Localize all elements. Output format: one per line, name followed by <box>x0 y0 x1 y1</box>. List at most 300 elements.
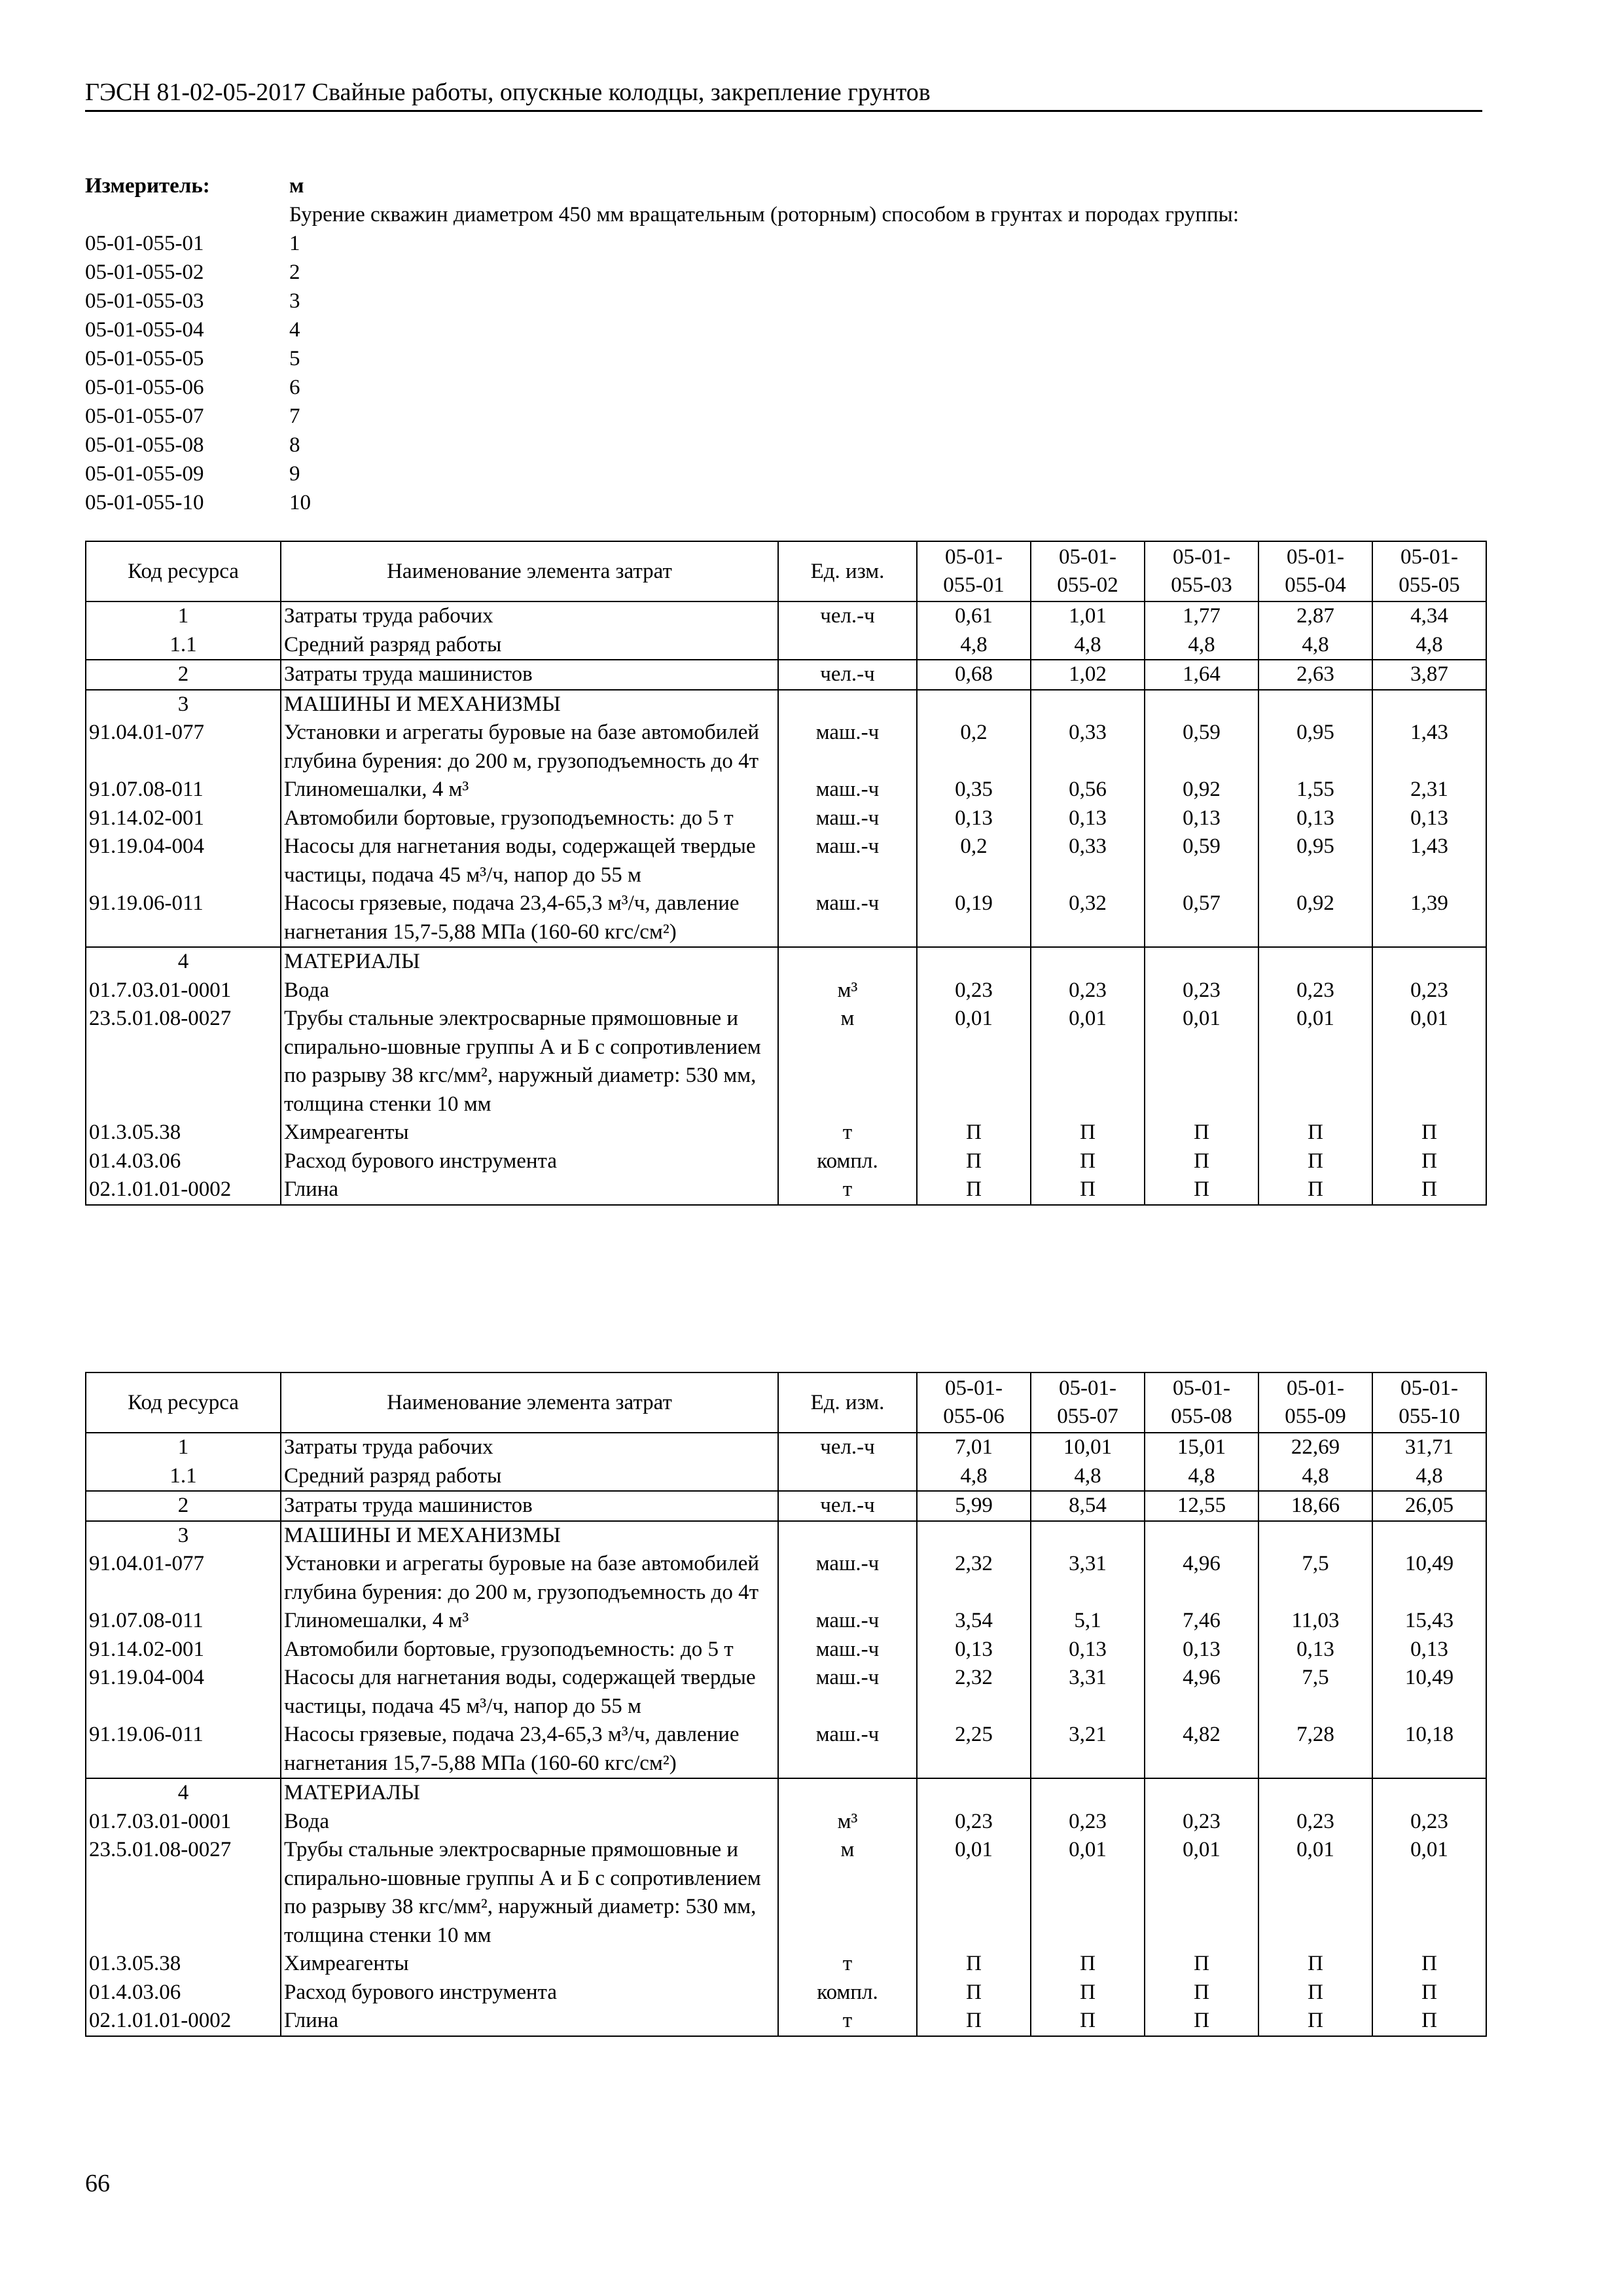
cell-unit: чел.-ч <box>778 1433 917 1462</box>
table-row <box>86 1005 1486 1119</box>
cell-value: П <box>917 1950 1031 1979</box>
cell-value: 0,35 <box>917 776 1031 804</box>
cell-value <box>1372 1778 1486 1808</box>
table-row <box>86 833 1486 889</box>
cell-value: 8,54 <box>1031 1491 1145 1521</box>
cell-value: 0,23 <box>1031 1808 1145 1837</box>
header-name: Наименование элемента затрат <box>281 1372 778 1433</box>
cell-value: 0,13 <box>1372 1636 1486 1664</box>
cell-name: Затраты труда машинистов <box>281 1491 778 1521</box>
cell-code: 01.4.03.06 <box>86 1147 281 1176</box>
cell-value <box>917 690 1031 719</box>
meter-item-group: 7 <box>289 404 300 428</box>
table-row <box>86 660 1486 690</box>
cell-value: 4,8 <box>1031 1462 1145 1492</box>
table-row <box>86 977 1486 1005</box>
meter-description: Бурение скважин диаметром 450 мм вращательным (роторным) способом в грунтах и породах группы: <box>289 203 1239 226</box>
meter-item-code: 05-01-055-03 <box>85 289 204 313</box>
header-name: Наименование элемента затрат <box>281 541 778 601</box>
cell-code: 1 <box>86 1433 281 1462</box>
cell-value: 0,13 <box>1031 804 1145 833</box>
cell-unit: чел.-ч <box>778 601 917 631</box>
cell-name: Насосы для нагнетания воды, содержащей твердые частицы, подача 45 м³/ч, напор до 55 м <box>281 833 778 889</box>
meter-item-group: 8 <box>289 433 300 457</box>
cell-value: П <box>1372 1950 1486 1979</box>
cell-value: П <box>1145 1119 1258 1147</box>
cell-value: 4,8 <box>1145 631 1258 660</box>
table-row <box>86 1721 1486 1778</box>
cell-value: 3,54 <box>917 1607 1031 1636</box>
cell-value: П <box>1145 1950 1258 1979</box>
cell-value: П <box>1031 1175 1145 1205</box>
cell-unit: чел.-ч <box>778 1491 917 1521</box>
table-row <box>86 1664 1486 1721</box>
cell-unit: м³ <box>778 1808 917 1837</box>
cell-code: 01.3.05.38 <box>86 1119 281 1147</box>
cell-unit: т <box>778 1119 917 1147</box>
meter-item <box>85 315 347 344</box>
meter-item-code: 05-01-055-04 <box>85 318 204 342</box>
meter-item-code: 05-01-055-01 <box>85 232 204 255</box>
cell-unit: т <box>778 1175 917 1205</box>
meter-item <box>85 431 347 459</box>
cell-value: 5,1 <box>1031 1607 1145 1636</box>
header-norm-code: 05-01- 055-10 <box>1372 1372 1486 1433</box>
table-row <box>86 1491 1486 1521</box>
cell-value: 0,68 <box>917 660 1031 690</box>
cell-name: Установки и агрегаты буровые на базе автомобилей глубина бурения: до 200 м, грузоподъемность до 4т <box>281 1550 778 1607</box>
cell-code: 2 <box>86 1491 281 1521</box>
cell-code: 01.4.03.06 <box>86 1979 281 2007</box>
cell-value: 0,23 <box>1372 1808 1486 1837</box>
header-norm-code: 05-01- 055-02 <box>1031 541 1145 601</box>
cell-value: П <box>1145 2007 1258 2036</box>
cell-unit: м³ <box>778 977 917 1005</box>
cell-unit: м <box>778 1005 917 1119</box>
header-code: Код ресурса <box>86 1372 281 1433</box>
cell-code: 91.07.08-011 <box>86 776 281 804</box>
cell-unit: маш.-ч <box>778 1636 917 1664</box>
cell-name: Глина <box>281 2007 778 2036</box>
cell-name: Вода <box>281 977 778 1005</box>
cell-value: 0,23 <box>917 977 1031 1005</box>
cell-value: П <box>1031 1147 1145 1176</box>
cell-value: 0,23 <box>917 1808 1031 1837</box>
meter-item <box>85 258 347 287</box>
cell-code: 4 <box>86 1778 281 1808</box>
header-norm-code: 05-01- 055-07 <box>1031 1372 1145 1433</box>
table-row <box>86 1147 1486 1176</box>
cell-value: 4,8 <box>917 1462 1031 1492</box>
cell-code: 91.04.01-077 <box>86 1550 281 1607</box>
cell-value: 3,21 <box>1031 1721 1145 1778</box>
meter-item-group: 1 <box>289 232 300 255</box>
cell-code: 01.7.03.01-0001 <box>86 977 281 1005</box>
cell-name: Средний разряд работы <box>281 631 778 660</box>
cell-unit <box>778 631 917 660</box>
cell-code: 1.1 <box>86 631 281 660</box>
cell-value: 4,8 <box>917 631 1031 660</box>
table-header-row <box>86 1372 1486 1433</box>
cell-value: 0,23 <box>1258 977 1372 1005</box>
cell-name: Глина <box>281 1175 778 1205</box>
page-header: ГЭСН 81-02-05-2017 Свайные работы, опускные колодцы, закрепление грунтов <box>85 77 1482 112</box>
cell-value: П <box>1145 1979 1258 2007</box>
cell-value: 0,33 <box>1031 833 1145 889</box>
cell-unit <box>778 1778 917 1808</box>
cell-unit: маш.-ч <box>778 1664 917 1721</box>
cell-value: 4,8 <box>1258 631 1372 660</box>
cell-value: 0,01 <box>1258 1005 1372 1119</box>
cell-value: 3,87 <box>1372 660 1486 690</box>
cell-unit <box>778 947 917 977</box>
cell-value: 22,69 <box>1258 1433 1372 1462</box>
cell-value: 0,13 <box>1145 804 1258 833</box>
cell-value: П <box>917 1175 1031 1205</box>
cell-value: 0,23 <box>1372 977 1486 1005</box>
meter-item-code: 05-01-055-02 <box>85 260 204 284</box>
cell-value: 4,8 <box>1372 631 1486 660</box>
header-norm-code: 05-01- 055-08 <box>1145 1372 1258 1433</box>
cell-name: Трубы стальные электросварные прямошовные и спирально-шовные группы А и Б с сопротивлением по разрыву 38 кгс/мм², наружный диаметр: 530 мм, толщина стенки 10 мм <box>281 1005 778 1119</box>
cell-value <box>917 947 1031 977</box>
cell-value: 0,2 <box>917 719 1031 776</box>
cell-unit: маш.-ч <box>778 833 917 889</box>
cell-value <box>1258 947 1372 977</box>
cell-value <box>1145 690 1258 719</box>
cell-value: П <box>1258 1950 1372 1979</box>
table-row <box>86 1636 1486 1664</box>
table-row <box>86 947 1486 977</box>
cell-value: 0,01 <box>917 1005 1031 1119</box>
meter-item <box>85 344 347 373</box>
cell-value: П <box>1372 2007 1486 2036</box>
table-row <box>86 889 1486 947</box>
cell-unit: компл. <box>778 1147 917 1176</box>
cell-unit: т <box>778 2007 917 2036</box>
cell-value <box>1031 1778 1145 1808</box>
cell-unit: маш.-ч <box>778 1607 917 1636</box>
table-row <box>86 719 1486 776</box>
cell-value: 0,23 <box>1031 977 1145 1005</box>
cell-name: Затраты труда рабочих <box>281 1433 778 1462</box>
header-norm-code: 05-01- 055-04 <box>1258 541 1372 601</box>
cell-value: 0,01 <box>1031 1836 1145 1950</box>
cell-value: 0,32 <box>1031 889 1145 947</box>
meter-item <box>85 402 347 431</box>
cell-value: 5,99 <box>917 1491 1031 1521</box>
cell-name: МАШИНЫ И МЕХАНИЗМЫ <box>281 690 778 719</box>
cell-value <box>1145 947 1258 977</box>
cell-value: 1,55 <box>1258 776 1372 804</box>
meter-item-group: 3 <box>289 289 300 313</box>
cell-value: 0,59 <box>1145 719 1258 776</box>
cell-value: 0,23 <box>1145 1808 1258 1837</box>
cell-value: П <box>1258 2007 1372 2036</box>
cell-name: Насосы для нагнетания воды, содержащей твердые частицы, подача 45 м³/ч, напор до 55 м <box>281 1664 778 1721</box>
cell-name: МАШИНЫ И МЕХАНИЗМЫ <box>281 1521 778 1551</box>
header-unit: Ед. изм. <box>778 541 917 601</box>
table-row <box>86 776 1486 804</box>
cell-value: 0,95 <box>1258 833 1372 889</box>
meter-item <box>85 459 347 488</box>
cell-code: 02.1.01.01-0002 <box>86 2007 281 2036</box>
cell-unit: маш.-ч <box>778 804 917 833</box>
cell-name: МАТЕРИАЛЫ <box>281 1778 778 1808</box>
table-row <box>86 1979 1486 2007</box>
cell-code: 02.1.01.01-0002 <box>86 1175 281 1205</box>
cell-value <box>1372 1521 1486 1551</box>
cell-code: 23.5.01.08-0027 <box>86 1836 281 1950</box>
cell-value: 2,63 <box>1258 660 1372 690</box>
cell-code: 4 <box>86 947 281 977</box>
table-row <box>86 601 1486 631</box>
cell-value: П <box>1145 1147 1258 1176</box>
cell-name: Автомобили бортовые, грузоподъемность: до 5 т <box>281 1636 778 1664</box>
table-row <box>86 1836 1486 1950</box>
cell-value: П <box>1372 1979 1486 2007</box>
cell-value: 0,2 <box>917 833 1031 889</box>
cell-name: Установки и агрегаты буровые на базе автомобилей глубина бурения: до 200 м, грузоподъемность до 4т <box>281 719 778 776</box>
cell-value: П <box>1258 1175 1372 1205</box>
cell-value: П <box>1372 1119 1486 1147</box>
cell-value: 0,01 <box>1031 1005 1145 1119</box>
cell-value: 7,28 <box>1258 1721 1372 1778</box>
cell-value: 0,13 <box>1258 1636 1372 1664</box>
cell-value: 2,31 <box>1372 776 1486 804</box>
cell-value: 0,01 <box>1372 1836 1486 1950</box>
cell-value: 7,46 <box>1145 1607 1258 1636</box>
cell-value: 3,31 <box>1031 1550 1145 1607</box>
cell-value: П <box>917 1979 1031 2007</box>
meter-item-code: 05-01-055-09 <box>85 462 204 486</box>
meter-item-code: 05-01-055-07 <box>85 404 204 428</box>
cell-value: 0,92 <box>1258 889 1372 947</box>
table-row <box>86 1950 1486 1979</box>
cell-value: 1,43 <box>1372 833 1486 889</box>
meter-unit: м <box>289 174 304 198</box>
cell-value: 0,56 <box>1031 776 1145 804</box>
cell-value: 12,55 <box>1145 1491 1258 1521</box>
cell-value: 0,61 <box>917 601 1031 631</box>
cell-value: 10,18 <box>1372 1721 1486 1778</box>
cell-value: 4,96 <box>1145 1664 1258 1721</box>
cell-name: Глиномешалки, 4 м³ <box>281 1607 778 1636</box>
table-row <box>86 1521 1486 1551</box>
meter-item-group: 2 <box>289 260 300 284</box>
cell-name: МАТЕРИАЛЫ <box>281 947 778 977</box>
cell-code: 91.19.06-011 <box>86 1721 281 1778</box>
cell-code: 23.5.01.08-0027 <box>86 1005 281 1119</box>
cell-value: 0,13 <box>1258 804 1372 833</box>
cell-code: 01.3.05.38 <box>86 1950 281 1979</box>
header-norm-code: 05-01- 055-06 <box>917 1372 1031 1433</box>
cell-name: Насосы грязевые, подача 23,4-65,3 м³/ч, давление нагнетания 15,7-5,88 МПа (160-60 кгс/см²) <box>281 889 778 947</box>
page-number: 66 <box>85 2170 110 2197</box>
cell-value: 0,19 <box>917 889 1031 947</box>
header-norm-code: 05-01- 055-05 <box>1372 541 1486 601</box>
cell-unit <box>778 1521 917 1551</box>
cell-value: 10,01 <box>1031 1433 1145 1462</box>
cell-value: 4,82 <box>1145 1721 1258 1778</box>
cell-code: 1.1 <box>86 1462 281 1492</box>
cell-name: Вода <box>281 1808 778 1837</box>
meter-item <box>85 488 347 517</box>
cell-value: 0,33 <box>1031 719 1145 776</box>
cell-value: П <box>917 1147 1031 1176</box>
cell-unit <box>778 1462 917 1492</box>
cell-value <box>1258 690 1372 719</box>
meter-item-group: 10 <box>289 491 311 514</box>
cell-value: 11,03 <box>1258 1607 1372 1636</box>
meter-item-group: 4 <box>289 318 300 342</box>
meter-code-list <box>85 229 347 517</box>
cell-value: 3,31 <box>1031 1664 1145 1721</box>
cell-value: 15,01 <box>1145 1433 1258 1462</box>
table-row <box>86 1119 1486 1147</box>
cell-value <box>1145 1521 1258 1551</box>
cell-value: 0,92 <box>1145 776 1258 804</box>
cell-value: 0,01 <box>1145 1005 1258 1119</box>
meter-item-code: 05-01-055-10 <box>85 491 204 514</box>
table-row <box>86 1175 1486 1205</box>
meter-item-code: 05-01-055-08 <box>85 433 204 457</box>
cell-name: Насосы грязевые, подача 23,4-65,3 м³/ч, давление нагнетания 15,7-5,88 МПа (160-60 кгс/см²) <box>281 1721 778 1778</box>
cell-value: 7,5 <box>1258 1664 1372 1721</box>
cell-unit: маш.-ч <box>778 1550 917 1607</box>
resource-table-1 <box>85 541 1487 1206</box>
cell-value: П <box>1145 1175 1258 1205</box>
header-norm-code: 05-01- 055-09 <box>1258 1372 1372 1433</box>
cell-code: 01.7.03.01-0001 <box>86 1808 281 1837</box>
cell-value: 2,25 <box>917 1721 1031 1778</box>
table-row <box>86 1607 1486 1636</box>
table-row <box>86 2007 1486 2036</box>
cell-value: 10,49 <box>1372 1550 1486 1607</box>
header-norm-code: 05-01- 055-01 <box>917 541 1031 601</box>
meter-item-code: 05-01-055-06 <box>85 376 204 399</box>
cell-value: 0,01 <box>1145 1836 1258 1950</box>
cell-name: Расход бурового инструмента <box>281 1147 778 1176</box>
cell-value: 0,01 <box>917 1836 1031 1950</box>
cell-value: 7,5 <box>1258 1550 1372 1607</box>
header-code: Код ресурса <box>86 541 281 601</box>
table-row <box>86 804 1486 833</box>
cell-name: Расход бурового инструмента <box>281 1979 778 2007</box>
cell-value: 4,96 <box>1145 1550 1258 1607</box>
table-row <box>86 631 1486 660</box>
table-row <box>86 1778 1486 1808</box>
cell-code: 2 <box>86 660 281 690</box>
cell-value: П <box>917 1119 1031 1147</box>
cell-value <box>1372 690 1486 719</box>
cell-value: 0,23 <box>1258 1808 1372 1837</box>
cell-value: П <box>1031 1950 1145 1979</box>
cell-value: 0,95 <box>1258 719 1372 776</box>
table-row <box>86 1808 1486 1837</box>
cell-value: 1,02 <box>1031 660 1145 690</box>
cell-unit: м <box>778 1836 917 1950</box>
cell-value: 4,8 <box>1258 1462 1372 1492</box>
cell-value <box>1031 947 1145 977</box>
cell-value: 2,87 <box>1258 601 1372 631</box>
meter-item-group: 5 <box>289 347 300 370</box>
cell-name: Трубы стальные электросварные прямошовные и спирально-шовные группы А и Б с сопротивлением по разрыву 38 кгс/мм², наружный диаметр: 530 мм, толщина стенки 10 мм <box>281 1836 778 1950</box>
cell-value: 1,43 <box>1372 719 1486 776</box>
cell-value: П <box>917 2007 1031 2036</box>
cell-name: Глиномешалки, 4 м³ <box>281 776 778 804</box>
cell-value: 4,8 <box>1145 1462 1258 1492</box>
cell-value <box>1031 690 1145 719</box>
cell-value: П <box>1031 2007 1145 2036</box>
cell-value: П <box>1031 1119 1145 1147</box>
meter-item-code: 05-01-055-05 <box>85 347 204 370</box>
cell-value: 2,32 <box>917 1664 1031 1721</box>
meter-item-group: 9 <box>289 462 300 486</box>
cell-value: 0,59 <box>1145 833 1258 889</box>
cell-code: 91.14.02-001 <box>86 1636 281 1664</box>
cell-value: 0,13 <box>1145 1636 1258 1664</box>
cell-value: 4,8 <box>1372 1462 1486 1492</box>
cell-value: 4,34 <box>1372 601 1486 631</box>
cell-value: 0,01 <box>1258 1836 1372 1950</box>
cell-unit: маш.-ч <box>778 1721 917 1778</box>
header-norm-code: 05-01- 055-03 <box>1145 541 1258 601</box>
cell-code: 3 <box>86 690 281 719</box>
table-header-row <box>86 541 1486 601</box>
cell-value <box>1258 1521 1372 1551</box>
cell-code: 3 <box>86 1521 281 1551</box>
resource-table-2 <box>85 1372 1487 2037</box>
cell-value: 10,49 <box>1372 1664 1486 1721</box>
header-unit: Ед. изм. <box>778 1372 917 1433</box>
cell-value: 1,64 <box>1145 660 1258 690</box>
cell-name: Химреагенты <box>281 1950 778 1979</box>
cell-unit: компл. <box>778 1979 917 2007</box>
cell-value: 0,23 <box>1145 977 1258 1005</box>
cell-value: 1,01 <box>1031 601 1145 631</box>
cell-value: 18,66 <box>1258 1491 1372 1521</box>
cell-value <box>917 1521 1031 1551</box>
cell-name: Химреагенты <box>281 1119 778 1147</box>
cell-name: Средний разряд работы <box>281 1462 778 1492</box>
cell-value: П <box>1372 1175 1486 1205</box>
cell-value: 4,8 <box>1031 631 1145 660</box>
cell-value: 0,01 <box>1372 1005 1486 1119</box>
cell-code: 91.14.02-001 <box>86 804 281 833</box>
cell-value: П <box>1258 1119 1372 1147</box>
table-row <box>86 1550 1486 1607</box>
cell-value: 2,32 <box>917 1550 1031 1607</box>
cell-value: 0,13 <box>1031 1636 1145 1664</box>
cell-unit: чел.-ч <box>778 660 917 690</box>
cell-value: 1,39 <box>1372 889 1486 947</box>
cell-name: Затраты труда рабочих <box>281 601 778 631</box>
meter-item <box>85 373 347 402</box>
cell-unit: т <box>778 1950 917 1979</box>
cell-value <box>1031 1521 1145 1551</box>
cell-value: П <box>1258 1147 1372 1176</box>
cell-value: 0,13 <box>1372 804 1486 833</box>
cell-value: 0,13 <box>917 1636 1031 1664</box>
cell-value <box>1258 1778 1372 1808</box>
cell-value <box>917 1778 1031 1808</box>
cell-code: 91.04.01-077 <box>86 719 281 776</box>
cell-value: 31,71 <box>1372 1433 1486 1462</box>
cell-value: 26,05 <box>1372 1491 1486 1521</box>
cell-value: 7,01 <box>917 1433 1031 1462</box>
cell-value <box>1372 947 1486 977</box>
